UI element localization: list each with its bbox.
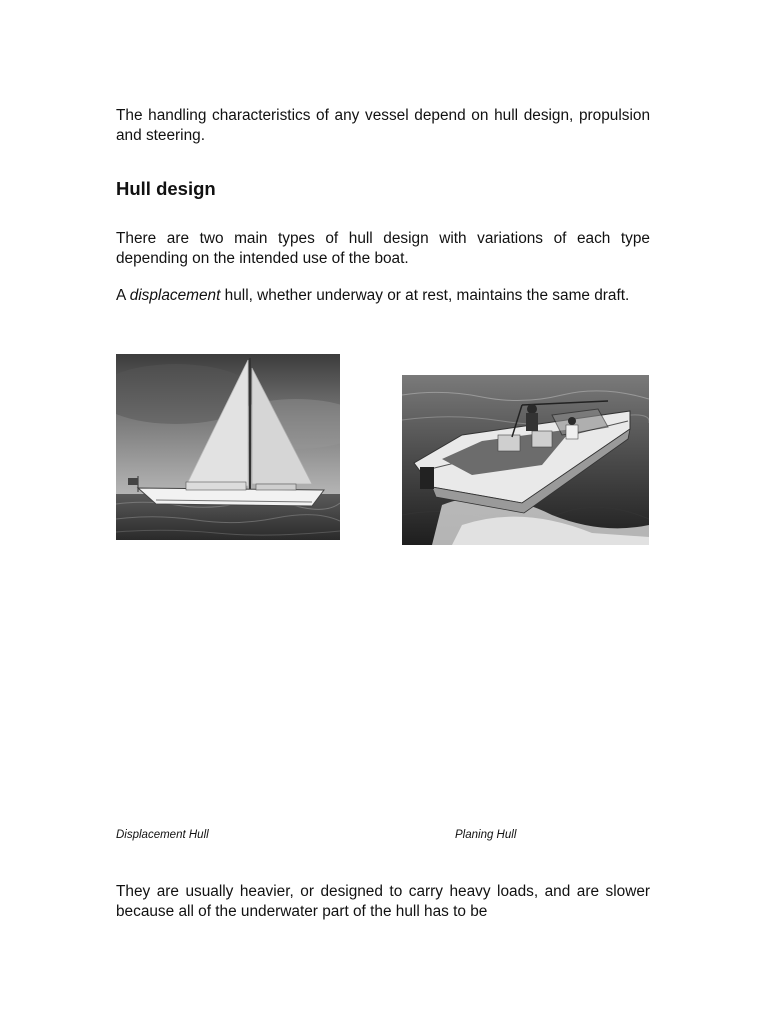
sailboat-photo — [116, 354, 340, 540]
displacement-term: displacement — [129, 287, 221, 304]
section-heading: Hull design — [116, 178, 216, 199]
displacement-rest: hull, whether underway or at rest, maintains the same draft. — [220, 287, 630, 304]
speedboat-photo — [402, 375, 649, 545]
hull-types-paragraph: There are two main types of hull design with variations of each type depending on the intended use of the boat. — [116, 230, 650, 267]
displacement-hull-photo — [116, 354, 340, 540]
displacement-paragraph — [116, 286, 650, 306]
closing-paragraph: They are usually heavier, or designed to carry heavy loads, and are slower because all of the underwater part of the hull has to be — [116, 883, 650, 920]
displacement-hull-caption: Displacement Hull — [116, 829, 209, 841]
intro-paragraph: The handling characteristics of any vessel depend on hull design, propulsion and steering. — [116, 107, 650, 144]
planing-hull-caption: Planing Hull — [455, 829, 517, 841]
planing-hull-photo — [402, 375, 649, 545]
displacement-prefix: A — [116, 287, 130, 304]
